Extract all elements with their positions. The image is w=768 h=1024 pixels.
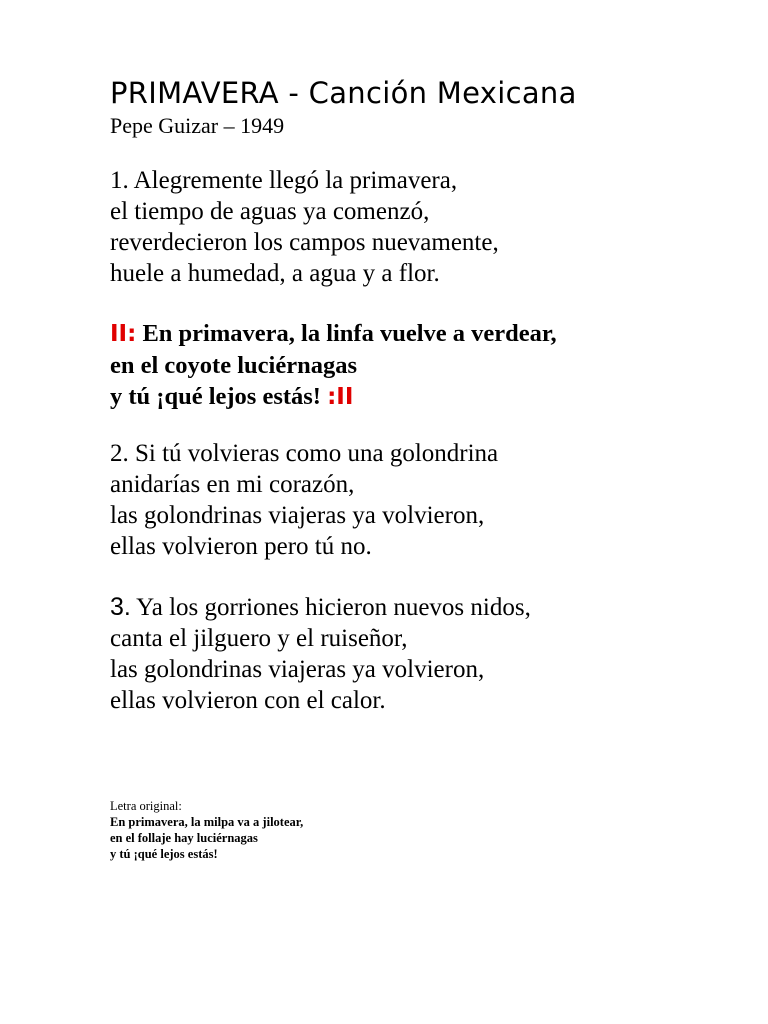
note-line: en el follaje hay luciérnagas	[110, 831, 258, 845]
stanza-line-text: Ya los gorriones hicieron nuevos nidos,	[130, 594, 531, 621]
note-line: y tú ¡qué lejos estás!	[110, 847, 218, 861]
chorus	[110, 318, 557, 413]
stanza-line: canta el jilguero y el ruiseñor,	[110, 625, 408, 652]
stanza-line: anidarías en mi corazón,	[110, 471, 355, 498]
repeat-open-mark: II:	[110, 321, 137, 347]
chorus-line-text: En primavera, la linfa vuelve a verdear,	[142, 320, 557, 347]
stanza-line: reverdecieron los campos nuevamente,	[110, 229, 499, 256]
stanza-line: huele a humedad, a agua y a flor.	[110, 260, 440, 287]
stanza-3	[110, 592, 531, 716]
note-line: En primavera, la milpa va a jilotear,	[110, 815, 304, 829]
stanza-line: el tiempo de aguas ya comenzó,	[110, 198, 430, 225]
chorus-line-text: y tú ¡qué lejos estás!	[110, 383, 321, 410]
stanza-line: 1. Alegremente llegó la primavera,	[110, 167, 458, 194]
stanza-number: 3.	[110, 593, 131, 621]
chorus-line	[110, 318, 557, 350]
stanza-2	[110, 438, 498, 562]
stanza-line: las golondrinas viajeras ya volvieron,	[110, 656, 485, 683]
stanza-line: ellas volvieron pero tú no.	[110, 533, 372, 560]
chorus-line: en el coyote luciérnagas	[110, 352, 357, 379]
stanza-line	[110, 592, 531, 623]
stanza-line: 2. Si tú volvieras como una golondrina	[110, 440, 499, 467]
repeat-close-mark: :II	[327, 384, 354, 410]
note-heading: Letra original:	[110, 799, 182, 813]
stanza-line: las golondrinas viajeras ya volvieron,	[110, 502, 485, 529]
song-title: PRIMAVERA - Canción Mexicana	[110, 76, 577, 110]
song-author-year: Pepe Guizar – 1949	[110, 113, 285, 138]
stanza-1	[110, 165, 499, 289]
stanza-line: ellas volvieron con el calor.	[110, 687, 386, 714]
chorus-line	[110, 381, 557, 413]
original-lyrics-note	[110, 798, 303, 862]
